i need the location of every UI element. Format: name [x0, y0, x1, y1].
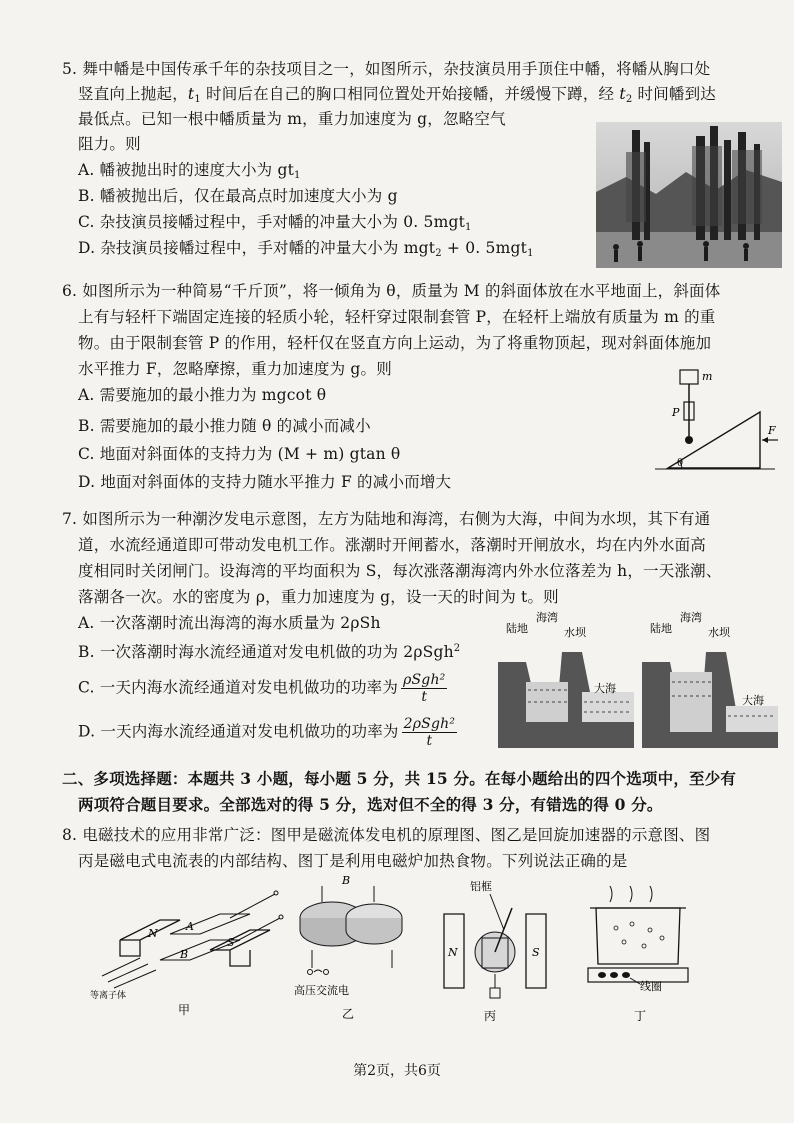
induction-cooker-diagram [580, 880, 700, 1026]
svg-text:A: A [186, 920, 194, 933]
q7-option-a: A. 一次落潮时流出海湾的海水质量为 2ρSh [78, 614, 381, 632]
q5-line1: 5. 舞中幡是中国传承千年的杂技项目之一，如图所示，杂技演员用手顶住中幡，将幡从胸口处 [62, 60, 711, 78]
svg-text:陆地: 陆地 [650, 622, 672, 635]
q7-option-c: C. 一天内海水流经通道对发电机做功的功率为 $\frac{\text{ρSgh²}}{t}$ [78, 672, 446, 705]
tide-diagram-left [496, 612, 636, 750]
svg-text:N: N [448, 946, 458, 959]
svg-text:铝框: 铝框 [470, 880, 492, 893]
q5-option-b: B. 幡被抛出后，仅在最高点时加速度大小为 g [78, 187, 398, 205]
svg-text:陆地: 陆地 [506, 622, 528, 635]
svg-text:线圈: 线圈 [640, 980, 662, 993]
mhd-generator-diagram [90, 880, 290, 1020]
svg-text:N: N [148, 927, 158, 940]
svg-text:S: S [532, 946, 540, 959]
q6-line4: 水平推力 F，忽略摩擦，重力加速度为 g。则 [78, 360, 392, 378]
q7-line1: 7. 如图所示为一种潮汐发电示意图，左方为陆地和海湾，右侧为大海，中间为水坝，其下有通 [62, 510, 711, 528]
q6-option-a: A. 需要施加的最小推力为 mgcot θ [78, 386, 327, 404]
svg-text:海湾: 海湾 [536, 611, 558, 624]
svg-text:θ: θ [677, 458, 684, 469]
svg-text:丁: 丁 [634, 1009, 647, 1023]
q6-line2: 上有与轻杆下端固定连接的轻质小轮，轻杆穿过限制套管 P，在轻杆上端放有质量为 m 的重 [78, 308, 716, 326]
q5-line4: 阻力。则 [78, 135, 141, 153]
svg-text:B: B [342, 874, 351, 887]
q7-line3: 度相同时关闭闸门。设海湾的平均面积为 S，每次涨落潮海湾内外水位落差为 h，一天涨潮、 [78, 562, 722, 580]
q5-line3: 最低点。已知一根中幡质量为 m，重力加速度为 g，忽略空气 [78, 110, 506, 128]
q7-option-b: B. 一次落潮时海水流经通道对发电机做的功为 2ρSgh$^2$ [78, 643, 461, 661]
svg-text:水坝: 水坝 [564, 626, 586, 639]
q8-line1: 8. 电磁技术的应用非常广泛：图甲是磁流体发电机的原理图、图乙是回旋加速器的示意图、图 [62, 826, 711, 844]
svg-text:等离子体: 等离子体 [90, 991, 127, 1001]
q6-option-d: D. 地面对斜面体的支持力随水平推力 F 的减小而增大 [78, 473, 452, 491]
svg-text:B: B [180, 948, 189, 961]
section2-heading-line2: 两项符合题目要求。全部选对的得 5 分，选对但不全的得 3 分，有错选的得 0 分。 [78, 795, 663, 814]
zhongfan-photo [596, 122, 782, 268]
jack-diagram [650, 366, 780, 476]
tide-diagram-right [640, 612, 780, 750]
q6-line1: 6. 如图所示为一种简易“千斤顶”，将一倾角为 θ，质量为 M 的斜面体放在水平地面上，斜面体 [62, 282, 721, 300]
svg-text:大海: 大海 [742, 694, 764, 707]
q5-option-d: D. 杂技演员接幡过程中，手对幡的冲量大小为 mgt$_2$ + 0. 5mgt$_1$ [78, 239, 534, 259]
page-footer: 第2页，共6页 [353, 1063, 441, 1079]
q5-line2: 竖直向上抛起，$t_1$ 时间后在自己的胸口相同位置处开始接幡，并缓慢下蹲，经 $t_2$ 时间幡到达 [78, 85, 717, 105]
cyclotron-diagram [292, 872, 412, 1024]
q6-option-b: B. 需要施加的最小推力随 θ 的减小而减小 [78, 417, 371, 435]
svg-text:丙: 丙 [484, 1009, 497, 1023]
svg-text:高压交流电: 高压交流电 [294, 984, 349, 997]
q7-line2: 道，水流经通道即可带动发电机工作。涨潮时开闸蓄水，落潮时开闸放水，均在内外水面高 [78, 536, 707, 554]
svg-text:水坝: 水坝 [708, 626, 730, 639]
svg-text:海湾: 海湾 [680, 611, 702, 624]
q6-line3: 物。由于限制套管 P 的作用，轻杆仅在竖直方向上运动，为了将重物顶起，现对斜面体施加 [78, 334, 712, 352]
svg-text:S: S [227, 936, 235, 949]
svg-text:F: F [768, 424, 776, 437]
svg-text:m: m [702, 370, 713, 383]
q8-line2: 丙是磁电式电流表的内部结构、图丁是利用电磁炉加热食物。下列说法正确的是 [78, 852, 628, 870]
q5-option-c: C. 杂技演员接幡过程中，手对幡的冲量大小为 0. 5mgt$_1$ [78, 213, 472, 233]
q7-line4: 落潮各一次。水的密度为 ρ，重力加速度为 g，设一天的时间为 t。则 [78, 588, 559, 606]
q6-option-c: C. 地面对斜面体的支持力为 (M + m) gtan θ [78, 445, 401, 463]
section2-heading-line1: 二、多项选择题：本题共 3 小题，每小题 5 分，共 15 分。在每小题给出的四个选项中，至少有 [62, 769, 737, 788]
galvanometer-diagram [440, 878, 560, 1026]
svg-text:乙: 乙 [342, 1007, 355, 1021]
svg-text:P: P [672, 406, 680, 419]
q5-option-a: A. 幡被抛出时的速度大小为 $gt_1$ [78, 161, 301, 181]
q7-option-d: D. 一天内海水流经通道对发电机做功的功率为 $\frac{\text{2ρSgh²}}{t}$ [78, 716, 456, 749]
svg-text:甲: 甲 [178, 1003, 191, 1017]
svg-text:大海: 大海 [594, 682, 616, 695]
